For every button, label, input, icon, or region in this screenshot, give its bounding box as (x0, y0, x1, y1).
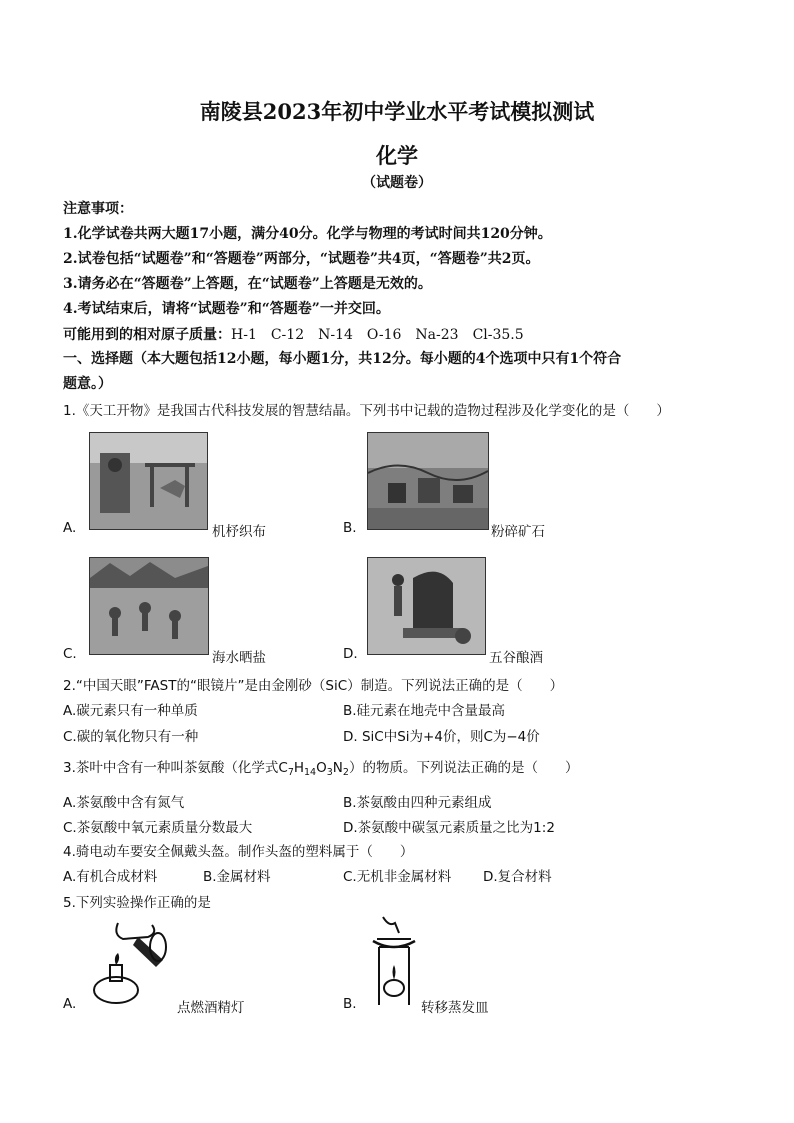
q3-option-c: C.茶氨酸中氧元素质量分数最大 (63, 820, 253, 836)
subject-title: 化学 (376, 143, 418, 168)
q5-option-a-letter: A. (63, 996, 77, 1012)
q1-option-d-image (367, 557, 486, 655)
question-1-stem: 1.《天工开物》是我国古代科技发展的智慧结晶。下列书中记载的造物过程涉及化学变化的是（ ） (63, 403, 670, 419)
notice-heading: 注意事项： (63, 201, 133, 217)
q5-option-b-text: 转移蒸发皿 (421, 1000, 489, 1016)
notice-item: 3.请务必在“答题卷”上答题，在“试题卷”上答题是无效的。 (63, 276, 432, 292)
q3-option-d: D.茶氨酸中碳氢元素质量之比为1:2 (343, 820, 555, 836)
q1-option-b-text: 粉碎矿石 (491, 524, 545, 540)
section-heading: 一、选择题（本大题包括12小题，每小题1分，共12分。每小题的4个选项中只有1个符合 (63, 351, 622, 367)
q3-stem-after: ）的物质。下列说法正确的是（ ） (348, 760, 579, 776)
q1-option-d-letter: D. (343, 646, 358, 662)
q1-option-b-letter: B. (343, 520, 357, 536)
q1-option-d-text: 五谷酿酒 (489, 650, 543, 666)
formula-element: O (316, 760, 327, 776)
q4-option-a: A.有机合成材料 (63, 869, 158, 885)
atomic-mass-label: 可能用到的相对原子质量： (63, 327, 231, 343)
exam-title: 南陵县2023年初中学业水平考试模拟测试 (199, 99, 595, 124)
q4-option-b: B.金属材料 (203, 869, 271, 885)
formula-subscript: 14 (304, 767, 317, 778)
formula-element: N (332, 760, 343, 776)
notice-item: 1.化学试卷共两大题17小题，满分40分。化学与物理的考试时间共120分钟。 (63, 226, 552, 242)
q2-option-b: B.硅元素在地壳中含量最高 (343, 703, 506, 719)
question-5-stem: 5.下列实验操作正确的是 (63, 895, 211, 911)
question-3-stem (63, 756, 578, 776)
q5-option-a-image (88, 915, 170, 1007)
q3-option-a: A.茶氨酸中含有氮气 (63, 795, 185, 811)
q4-option-d: D.复合材料 (483, 869, 552, 885)
formula-element: H (293, 760, 305, 776)
q1-option-a-text: 机杼织布 (212, 524, 266, 540)
notice-item: 4.考试结束后，请将“试题卷”和“答题卷”一并交回。 (63, 301, 390, 317)
formula-subscript: 3 (326, 767, 333, 778)
paper-type: （试题卷） (362, 175, 432, 191)
q3-option-b: B.茶氨酸由四种元素组成 (343, 795, 492, 811)
formula-subscript: 2 (342, 767, 349, 778)
q1-option-b-image (367, 432, 489, 530)
atomic-mass-values: H-1 C-12 N-14 O-16 Na-23 Cl-35.5 (231, 327, 524, 343)
q1-option-c-image (89, 557, 209, 655)
q1-option-a-letter: A. (63, 520, 77, 536)
question-4-stem: 4.骑电动车要安全佩戴头盔。制作头盔的塑料属于（ ） (63, 844, 414, 860)
q3-stem-before: 3.茶叶中含有一种叫茶氨酸（化学式C (63, 760, 288, 776)
q1-option-c-letter: C. (63, 646, 77, 662)
q5-option-b-letter: B. (343, 996, 357, 1012)
atomic-mass-line (63, 324, 524, 344)
q5-option-b-image (365, 913, 423, 1009)
question-2-stem: 2.“中国天眼”FAST的“眼镜片”是由金刚砂（SiC）制造。下列说法正确的是（ ） (63, 678, 564, 694)
q2-option-d: D. SiC中Si为+4价，则C为−4价 (343, 729, 540, 745)
q2-option-a: A.碳元素只有一种单质 (63, 703, 198, 719)
formula-subscript: 7 (287, 767, 294, 778)
section-heading-cont: 题意。） (63, 376, 112, 392)
notice-item: 2.试卷包括“试题卷”和“答题卷”两部分，“试题卷”共4页，“答题卷”共2页。 (63, 251, 540, 267)
q4-option-c: C.无机非金属材料 (343, 869, 452, 885)
q1-option-c-text: 海水晒盐 (212, 650, 266, 666)
q5-option-a-text: 点燃酒精灯 (177, 1000, 245, 1016)
q2-option-c: C.碳的氧化物只有一种 (63, 729, 199, 745)
q1-option-a-image (89, 432, 208, 530)
